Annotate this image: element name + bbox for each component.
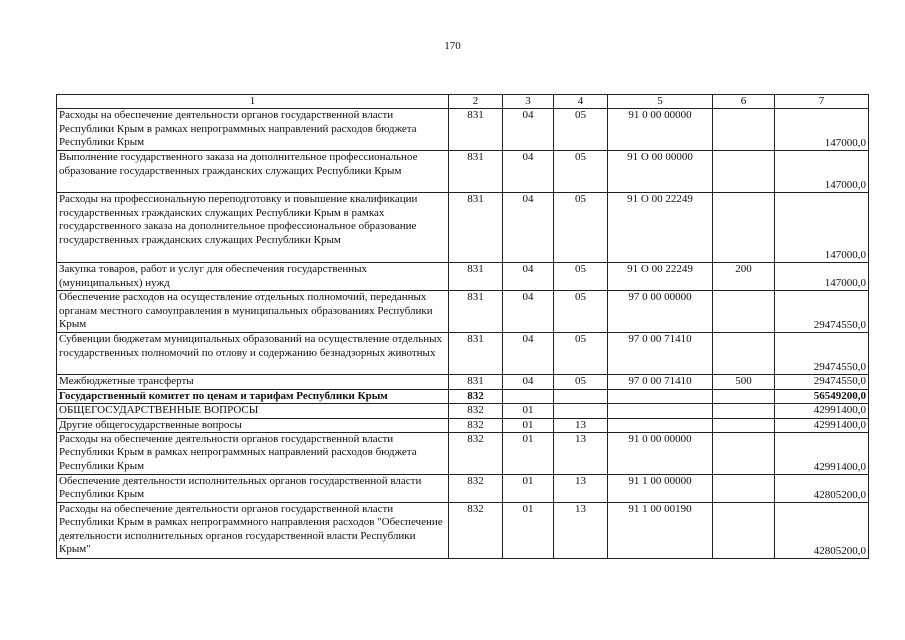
row-admin-code-cell: 831 <box>449 375 503 389</box>
row-name-cell: Обеспечение расходов на осуществление отдельных полномочий, переданных органам местного самоуправления в муниципальных образованиях Республики Крым <box>57 291 449 333</box>
row-subsection-cell: 13 <box>554 433 608 475</box>
row-name-cell: Межбюджетные трансферты <box>57 375 449 389</box>
row-expense-type-cell <box>713 109 775 151</box>
row-amount-cell: 147000,0 <box>775 109 869 151</box>
row-target-article-cell: 91 0 00 00000 <box>608 433 713 475</box>
row-expense-type-cell <box>713 404 775 418</box>
table-row <box>57 333 869 375</box>
row-target-article-cell: 91 1 00 00000 <box>608 475 713 503</box>
row-admin-code-cell: 831 <box>449 333 503 375</box>
row-target-article-cell: 91 О 00 22249 <box>608 193 713 263</box>
row-subsection-cell: 05 <box>554 263 608 291</box>
header-cell: 2 <box>449 95 503 109</box>
row-amount-cell: 29474550,0 <box>775 375 869 389</box>
row-admin-code-cell: 832 <box>449 404 503 418</box>
header-cell: 5 <box>608 95 713 109</box>
header-cell: 4 <box>554 95 608 109</box>
header-cell: 3 <box>503 95 554 109</box>
row-name-cell: Расходы на профессиональную переподготовку и повышение квалификации государственных гражданских служащих Республики Крым в рамках государственного заказа на дополнительное профессиональное образование государственных гражданских служащих Республики Крым <box>57 193 449 263</box>
row-section-cell: 04 <box>503 151 554 193</box>
row-expense-type-cell <box>713 475 775 503</box>
row-subsection-cell: 05 <box>554 291 608 333</box>
table-row <box>57 418 869 432</box>
row-target-article-cell: 91 О 00 22249 <box>608 263 713 291</box>
row-target-article-cell: 91 0 00 00000 <box>608 109 713 151</box>
row-admin-code-cell: 832 <box>449 389 503 403</box>
table-row <box>57 263 869 291</box>
table-row <box>57 375 869 389</box>
table-row <box>57 193 869 263</box>
row-section-cell: 01 <box>503 433 554 475</box>
row-section-cell: 04 <box>503 109 554 151</box>
table-row <box>57 109 869 151</box>
row-expense-type-cell <box>713 193 775 263</box>
row-expense-type-cell <box>713 291 775 333</box>
row-subsection-cell <box>554 389 608 403</box>
row-section-cell: 04 <box>503 263 554 291</box>
row-amount-cell: 147000,0 <box>775 151 869 193</box>
row-name-cell: Расходы на обеспечение деятельности органов государственной власти Республики Крым в рамках непрограммных направлений расходов бюджета Республики Крым <box>57 109 449 151</box>
row-target-article-cell <box>608 418 713 432</box>
table-row <box>57 503 869 559</box>
table-row <box>57 404 869 418</box>
table-row <box>57 389 869 403</box>
table-header-row <box>57 95 869 109</box>
row-admin-code-cell: 832 <box>449 475 503 503</box>
row-expense-type-cell <box>713 418 775 432</box>
row-subsection-cell: 05 <box>554 109 608 151</box>
row-section-cell: 01 <box>503 418 554 432</box>
row-expense-type-cell <box>713 151 775 193</box>
row-admin-code-cell: 832 <box>449 433 503 475</box>
row-name-cell: Закупка товаров, работ и услуг для обеспечения государственных (муниципальных) нужд <box>57 263 449 291</box>
row-target-article-cell: 91 О 00 00000 <box>608 151 713 193</box>
row-subsection-cell: 05 <box>554 333 608 375</box>
row-amount-cell: 29474550,0 <box>775 333 869 375</box>
budget-table <box>56 94 869 559</box>
row-subsection-cell: 13 <box>554 418 608 432</box>
row-subsection-cell: 05 <box>554 375 608 389</box>
row-section-cell: 04 <box>503 291 554 333</box>
row-amount-cell: 147000,0 <box>775 263 869 291</box>
row-name-cell: Расходы на обеспечение деятельности органов государственной власти Республики Крым в рамках непрограммного направления расходов "Обеспечение деятельности исполнительных органов государственной власти Республики Крым" <box>57 503 449 559</box>
row-admin-code-cell: 831 <box>449 193 503 263</box>
row-amount-cell: 147000,0 <box>775 193 869 263</box>
row-admin-code-cell: 831 <box>449 151 503 193</box>
row-name-cell: Другие общегосударственные вопросы <box>57 418 449 432</box>
table-row <box>57 475 869 503</box>
row-expense-type-cell: 500 <box>713 375 775 389</box>
row-subsection-cell <box>554 404 608 418</box>
row-target-article-cell: 97 0 00 00000 <box>608 291 713 333</box>
row-subsection-cell: 05 <box>554 151 608 193</box>
row-expense-type-cell <box>713 503 775 559</box>
row-amount-cell: 42991400,0 <box>775 418 869 432</box>
row-amount-cell: 42805200,0 <box>775 475 869 503</box>
page-number: 170 <box>444 40 461 52</box>
row-section-cell: 04 <box>503 375 554 389</box>
header-cell: 7 <box>775 95 869 109</box>
row-subsection-cell: 05 <box>554 193 608 263</box>
row-expense-type-cell <box>713 433 775 475</box>
row-amount-cell: 42991400,0 <box>775 404 869 418</box>
row-target-article-cell: 91 1 00 00190 <box>608 503 713 559</box>
row-name-cell: Субвенции бюджетам муниципальных образований на осуществление отдельных государственных полномочий по отлову и содержанию безнадзорных животных <box>57 333 449 375</box>
table-row <box>57 433 869 475</box>
row-amount-cell: 42991400,0 <box>775 433 869 475</box>
table-row <box>57 291 869 333</box>
row-expense-type-cell <box>713 333 775 375</box>
row-expense-type-cell: 200 <box>713 263 775 291</box>
row-subsection-cell: 13 <box>554 503 608 559</box>
header-cell: 1 <box>57 95 449 109</box>
row-name-cell: Расходы на обеспечение деятельности органов государственной власти Республики Крым в рамках непрограммных направлений расходов бюджета Республики Крым <box>57 433 449 475</box>
row-name-cell: Обеспечение деятельности исполнительных органов государственной власти Республики Крым <box>57 475 449 503</box>
row-subsection-cell: 13 <box>554 475 608 503</box>
table-row <box>57 151 869 193</box>
row-admin-code-cell: 831 <box>449 291 503 333</box>
row-section-cell: 04 <box>503 333 554 375</box>
row-name-cell: ОБЩЕГОСУДАРСТВЕННЫЕ ВОПРОСЫ <box>57 404 449 418</box>
header-cell: 6 <box>713 95 775 109</box>
row-section-cell: 01 <box>503 503 554 559</box>
row-section-cell <box>503 389 554 403</box>
row-section-cell: 01 <box>503 404 554 418</box>
row-admin-code-cell: 832 <box>449 418 503 432</box>
row-admin-code-cell: 831 <box>449 263 503 291</box>
row-target-article-cell: 97 0 00 71410 <box>608 375 713 389</box>
row-name-cell: Государственный комитет по ценам и тарифам Республики Крым <box>57 389 449 403</box>
row-amount-cell: 56549200,0 <box>775 389 869 403</box>
row-admin-code-cell: 832 <box>449 503 503 559</box>
row-section-cell: 04 <box>503 193 554 263</box>
row-amount-cell: 29474550,0 <box>775 291 869 333</box>
row-section-cell: 01 <box>503 475 554 503</box>
row-admin-code-cell: 831 <box>449 109 503 151</box>
row-expense-type-cell <box>713 389 775 403</box>
row-target-article-cell <box>608 389 713 403</box>
row-amount-cell: 42805200,0 <box>775 503 869 559</box>
row-target-article-cell <box>608 404 713 418</box>
row-target-article-cell: 97 0 00 71410 <box>608 333 713 375</box>
row-name-cell: Выполнение государственного заказа на дополнительное профессиональное образование государственных гражданских служащих Республики Крым <box>57 151 449 193</box>
